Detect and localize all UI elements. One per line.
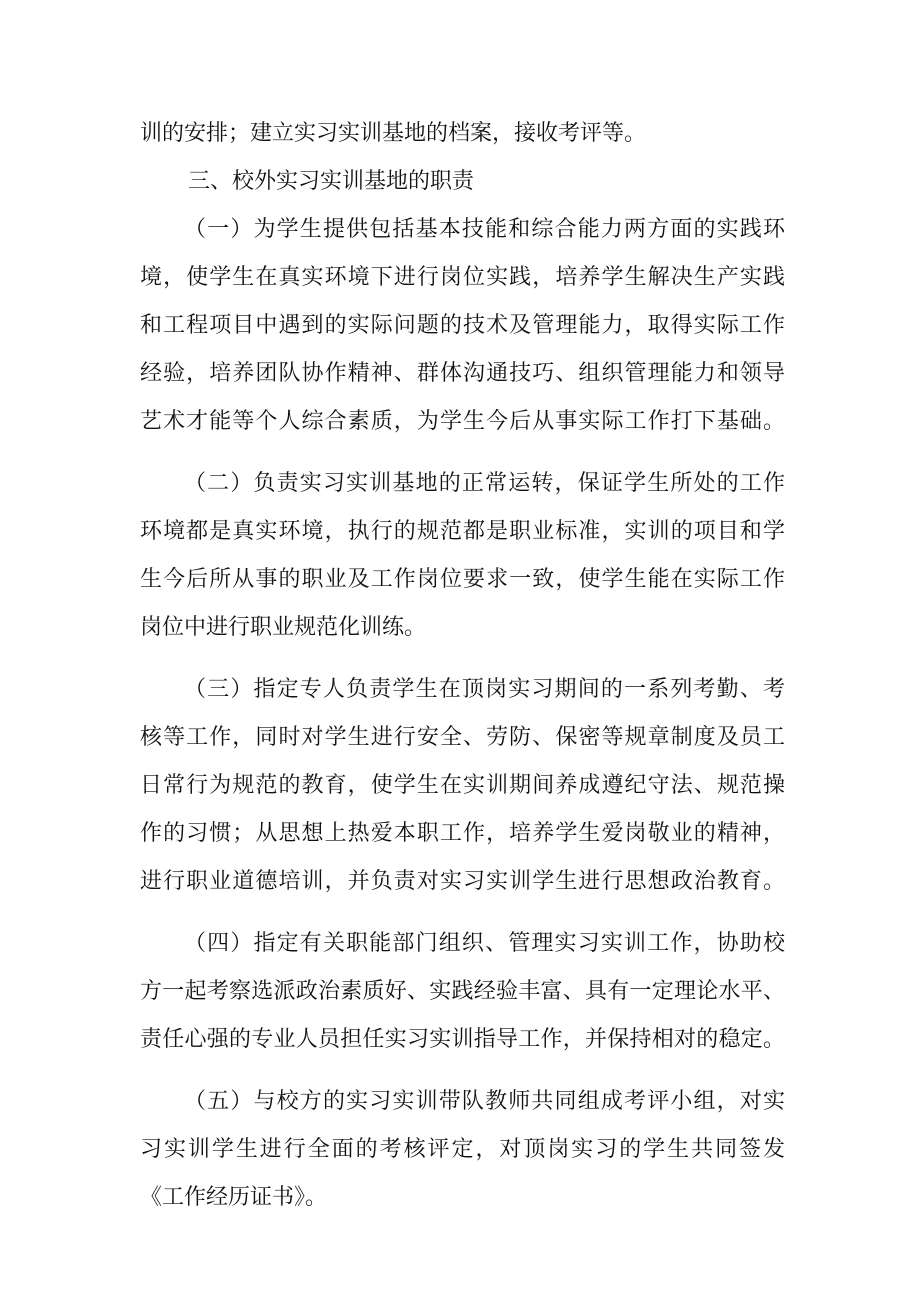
paragraph-line: （四）指定有关职能部门组织、管理实习实训工作，协助校 [184, 931, 785, 956]
paragraph-line: （三）指定专人负责学生在顶岗实习期间的一系列考勤、考 [184, 677, 785, 702]
paragraph-3 [140, 666, 785, 906]
paragraph-line: （一）为学生提供包括基本技能和综合能力两方面的实践环 [184, 217, 785, 242]
section-heading: 三、校外实习实训基地的职责 [188, 169, 475, 194]
paragraph-line: 境，使学生在真实环境下进行岗位实践，培养学生解决生产实践 [140, 265, 785, 290]
paragraph-gap [140, 446, 785, 460]
paragraph-line: 方一起考察选派政治素质好、实践经验丰富、具有一定理论水平、 [140, 979, 785, 1004]
paragraph-line: 习实训学生进行全面的考核评定，对顶岗实习的学生共同签发 [140, 1137, 785, 1162]
document-body [140, 110, 785, 1222]
paragraph-line: 《工作经历证书》。 [140, 1185, 328, 1210]
paragraph-gap [140, 652, 785, 666]
paragraph-line: 艺术才能等个人综合素质，为学生今后从事实际工作打下基础。 [140, 409, 785, 434]
paragraph-line: 责任心强的专业人员担任实习实训指导工作，并保持相对的稳定。 [140, 1027, 785, 1052]
paragraph-gap [140, 1064, 785, 1078]
paragraph-gap [140, 906, 785, 920]
paragraph-line: 作的习惯；从思想上热爱本职工作，培养学生爱岗敬业的精神， [140, 821, 785, 846]
paragraph-5 [140, 1078, 785, 1222]
paragraph-line: 经验，培养团队协作精神、群体沟通技巧、组织管理能力和领导 [140, 361, 785, 386]
paragraph-2 [140, 460, 785, 652]
intro-line: 训的安排；建立实习实训基地的档案，接收考评等。 [140, 121, 647, 146]
paragraph-line: 岗位中进行职业规范化训练。 [140, 615, 427, 640]
paragraph-1 [140, 206, 785, 446]
paragraph-line: 核等工作，同时对学生进行安全、劳防、保密等规章制度及员工 [140, 725, 785, 750]
paragraph-line: 和工程项目中遇到的实际问题的技术及管理能力，取得实际工作 [140, 313, 785, 338]
paragraph-4 [140, 920, 785, 1064]
paragraph-line: 环境都是真实环境，执行的规范都是职业标准，实训的项目和学 [140, 519, 785, 544]
paragraph-line: 日常行为规范的教育，使学生在实训期间养成遵纪守法、规范操 [140, 773, 785, 798]
paragraph-line: （二）负责实习实训基地的正常运转，保证学生所处的工作 [184, 471, 785, 496]
paragraph-line: 进行职业道德培训，并负责对实习实训学生进行思想政治教育。 [140, 869, 785, 894]
paragraph-line: （五）与校方的实习实训带队教师共同组成考评小组，对实 [184, 1089, 785, 1114]
paragraph-line: 生今后所从事的职业及工作岗位要求一致，使学生能在实际工作 [140, 567, 785, 592]
